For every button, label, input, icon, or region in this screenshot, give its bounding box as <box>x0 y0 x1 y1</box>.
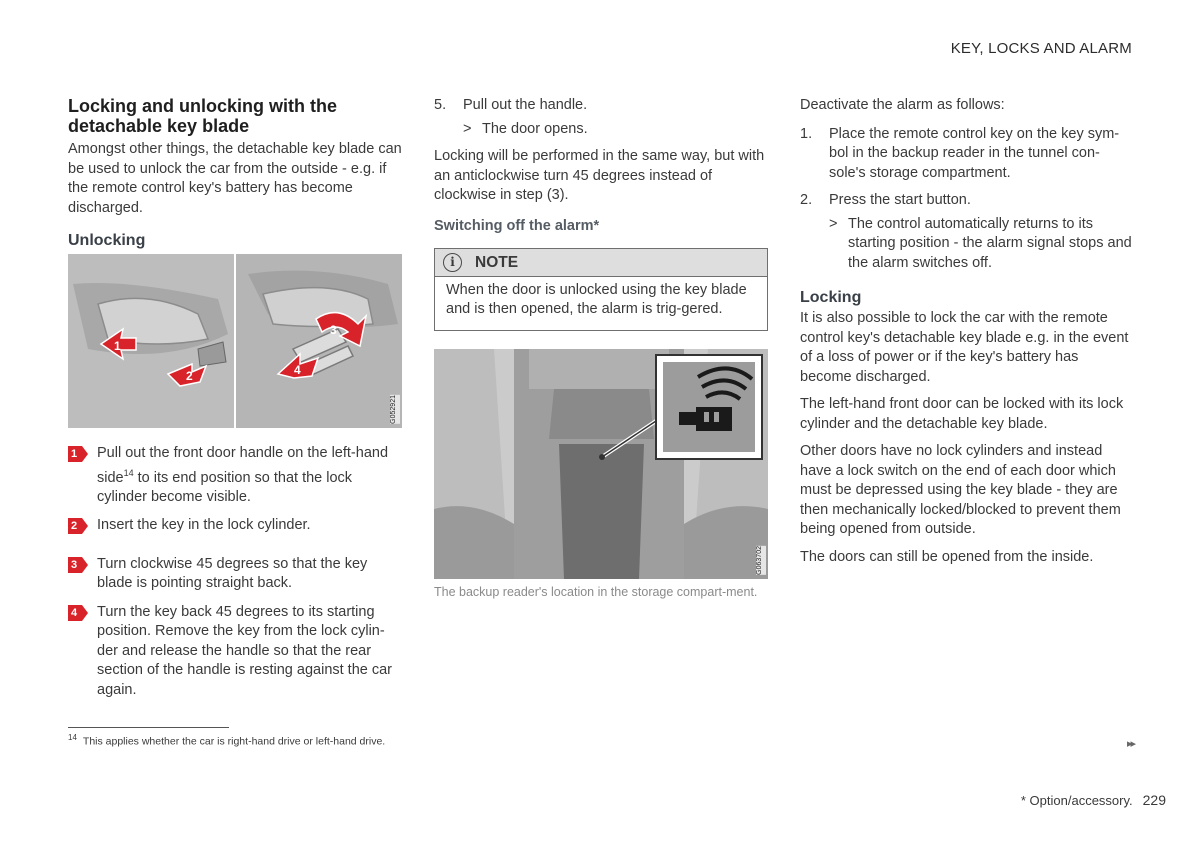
note-text: When the door is unlocked using the key blade and is then opened, the alarm is trig-gered. <box>446 281 747 317</box>
locking-heading: Locking <box>800 289 862 306</box>
list-item: 2. Press the start button. <box>800 192 971 208</box>
locking-paragraph: It is also possible to lock the car with the remote control key's detachable key blade e.g. in the event of a loss of power or if the key's battery has become discharged. <box>800 310 1129 385</box>
footnote: $^{14}$ This applies whether the car is right-hand drive or left-hand drive. <box>68 733 386 748</box>
locking-paragraph: Other doors have no lock cylinders and instead have a lock switch on the end of each door which must be depressed using the key blade - they are then mechanically locked/blocked to prevent them being opened from outside. <box>800 443 1121 537</box>
svg-text:3: 3 <box>330 323 337 337</box>
column-3 <box>800 94 1134 575</box>
note-header <box>435 249 767 277</box>
note-box <box>434 248 768 331</box>
unlocking-heading: Unlocking <box>68 232 146 249</box>
list-item: 5. Pull out the handle. <box>434 97 588 113</box>
footnote-divider <box>68 727 229 728</box>
step-marker-icon: 4 <box>68 605 88 621</box>
step-marker-icon: 2 <box>68 518 88 534</box>
step-marker-icon: 3 <box>68 557 88 573</box>
note-title: NOTE <box>475 253 519 271</box>
list-item: 4 Turn the key back 45 degrees to its starting position. Remove the key from the lock cylin-der and release the handle so that the rear section of the handle is resting against the car again. <box>68 603 402 701</box>
continued-arrow-icon: ▸▸ <box>1126 738 1134 750</box>
svg-text:4: 4 <box>294 363 301 377</box>
section-header: KEY, LOCKS AND ALARM <box>950 40 1132 57</box>
locking-paragraph: Locking will be performed in the same way, but with an anticlockwise turn 45 degrees instead of clockwise in step (3). <box>434 148 765 203</box>
list-item: 3 Turn clockwise 45 degrees so that the key blade is pointing straight back. <box>68 555 402 594</box>
page-footer <box>1021 792 1166 808</box>
unlocking-steps <box>68 444 402 700</box>
locking-paragraph: The left-hand front door can be locked with its lock cylinder and the detachable key blade. <box>800 396 1124 432</box>
column-1 <box>68 94 402 709</box>
step-result: > The control automatically returns to its starting position - the alarm signal stops and the alarm switches off. <box>829 215 1132 271</box>
svg-text:2: 2 <box>186 369 193 383</box>
column-2 <box>434 94 768 600</box>
alarm-intro: Deactivate the alarm as follows: <box>800 97 1005 113</box>
list-item: 1 Pull out the front door handle on the left-hand side$^{14}$ to its end position so that the lock cylinder become visible. <box>68 444 402 507</box>
step-marker-icon: 1 <box>68 446 88 462</box>
step-result: > The door opens. <box>463 120 588 137</box>
page-title: Locking and unlocking with the detachable key blade <box>68 96 337 136</box>
figure-caption: The backup reader's location in the storage compart-ment. <box>434 584 758 599</box>
intro-paragraph: Amongst other things, the detachable key blade can be used to unlock the car from the outside - e.g. if the remote control key's battery has become discharged. <box>68 141 402 216</box>
figure-id: G063702 <box>756 546 766 575</box>
figure-id: G052921 <box>390 395 400 424</box>
list-item: 2 Insert the key in the lock cylinder. <box>68 516 402 536</box>
list-item: 1. Place the remote control key on the key sym-bol in the backup reader in the tunnel con-sole's storage compartment. <box>800 125 1120 181</box>
page-number: 229 <box>1142 792 1166 808</box>
locking-paragraph: The doors can still be opened from the inside. <box>800 548 1094 565</box>
door-handle-illustration <box>68 254 402 428</box>
info-icon: i <box>443 253 462 272</box>
svg-text:1: 1 <box>114 339 121 353</box>
door-handle-drawing <box>68 254 402 428</box>
storage-compartment-drawing <box>434 349 768 579</box>
alarm-heading: Switching off the alarm* <box>434 217 600 234</box>
option-accessory-note: * Option/accessory. <box>1020 793 1133 808</box>
storage-compartment-photo <box>434 349 768 579</box>
